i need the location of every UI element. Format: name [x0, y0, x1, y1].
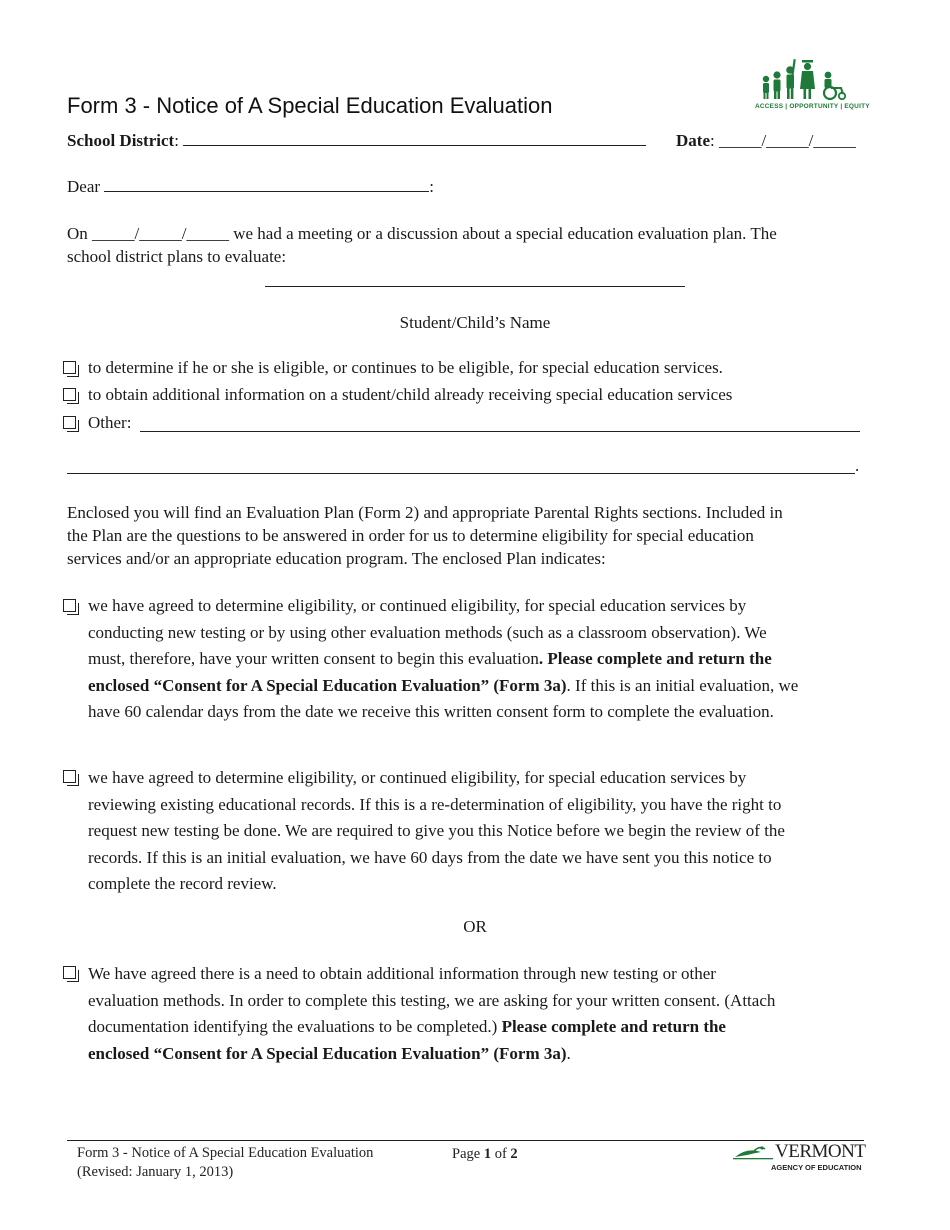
checkbox-option-additional-testing[interactable] — [63, 966, 76, 979]
checkbox-option-new-testing[interactable] — [63, 599, 76, 612]
page-title: Form 3 - Notice of A Special Education Evaluation — [67, 93, 553, 118]
date-label: Date — [676, 131, 710, 150]
checkbox-other[interactable] — [63, 416, 76, 429]
option-additional-testing: We have agreed there is a need to obtain additional information through new testing or other evaluation methods. In order to complete this testing, we are asking for your written consent. (Attach documentation identifying the evaluations to be completed.) Please complete and return the enclosed “Consent for A Special Education Evaluation” (Form 3a). — [88, 964, 776, 1063]
other-label: Other: — [88, 413, 132, 432]
option-record-review: we have agreed to determine eligibility, or continued eligibility, for special education services by reviewing existing educational records. If this is a re-determination of eligibility, you have the right to request new testing be done. We are required to give you this Notice before we begin the review of the records. If this is an initial evaluation, we have 60 days from the date we have sent you this notice to complete the record review. — [88, 768, 785, 893]
meeting-text-1: we had a meeting or a discussion about a special education evaluation plan. The — [228, 224, 777, 243]
date-field[interactable]: : _____/_____/_____ — [709, 131, 856, 150]
page-number: Page 1 of 2 — [452, 1146, 518, 1162]
vermont-agency-logo — [733, 1141, 866, 1173]
school-district-row: School District: — [67, 131, 646, 151]
checkbox-additional-info[interactable] — [63, 388, 76, 401]
enclosed-paragraph: Enclosed you will find an Evaluation Plan (Form 2) and appropriate Parental Rights sections. Included in the Plan are the questions to be answered in order for us to determine eligibility for special education services and/or an appropriate education program. The enclosed Plan indicates: — [67, 503, 783, 568]
figures-logo-icon — [752, 55, 862, 103]
dear-suffix: : — [429, 177, 435, 196]
agency-logo — [752, 55, 870, 113]
dear-row — [67, 177, 434, 197]
vermont-wordmark: VERMONT — [775, 1141, 866, 1162]
meeting-paragraph — [67, 222, 867, 268]
footer-form-title: Form 3 - Notice of A Special Education Evaluation — [77, 1145, 374, 1161]
footer-revised: (Revised: January 1, 2013) — [77, 1164, 234, 1180]
agency-wordmark: AGENCY OF EDUCATION — [771, 1163, 862, 1172]
other-field[interactable] — [140, 431, 860, 432]
other-field-line-2[interactable] — [67, 473, 855, 474]
purpose-eligibility: to determine if he or she is eligible, or continues to be eligible, for special education services. — [88, 358, 723, 377]
student-name-field[interactable] — [265, 286, 685, 287]
checkbox-eligibility[interactable] — [63, 361, 76, 374]
footer-divider — [67, 1140, 864, 1141]
purpose-other — [88, 413, 131, 433]
purpose-additional-info: to obtain additional information on a student/child already receiving special education services — [88, 385, 733, 404]
meeting-date-field[interactable]: _____/_____/_____ — [92, 224, 229, 243]
logo-tagline: ACCESS | OPPORTUNITY | EQUITY — [755, 103, 870, 110]
meeting-text-2: school district plans to evaluate: — [67, 247, 287, 266]
or-separator: OR — [463, 917, 487, 936]
date-row — [676, 131, 856, 151]
option-new-testing: we have agreed to determine eligibility, or continued eligibility, for special education services by conducting new testing or by using other evaluation methods (such as a classroom observation). We must, therefore, have your written consent to begin this evaluation. Please complete and return the enclosed “Consent for A Special Education Evaluation” (Form 3a). If this is an initial evaluation, we have 60 calendar days from the date we receive this written consent form to complete the evaluation. — [88, 596, 799, 721]
checkbox-option-record-review[interactable] — [63, 770, 76, 783]
meeting-on-label: On — [67, 224, 88, 243]
school-district-label: School District — [67, 131, 175, 150]
dear-label: Dear — [67, 177, 101, 196]
parent-name-field[interactable] — [104, 190, 429, 192]
school-district-field[interactable] — [183, 144, 646, 146]
student-name-label: Student/Child’s Name — [399, 313, 551, 332]
